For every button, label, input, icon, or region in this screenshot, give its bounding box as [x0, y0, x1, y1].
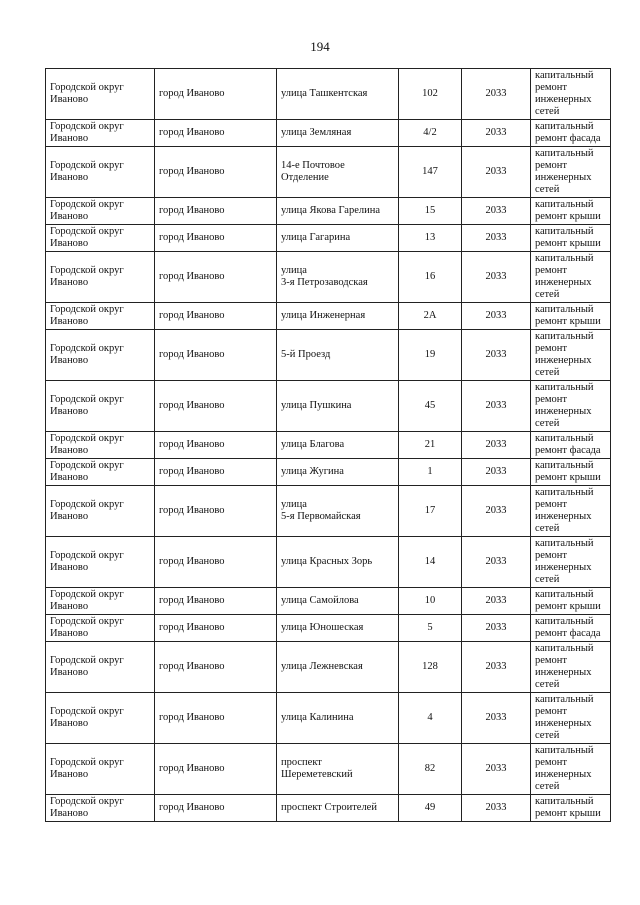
street-cell-line: улица Юношеская [281, 622, 364, 633]
city-cell: город Иваново [155, 330, 277, 381]
district-cell-line: Городской округ [50, 121, 124, 132]
work-type-cell-line: капитальный [535, 226, 594, 237]
table-row [46, 459, 611, 486]
street-cell-line: 3-я Петрозаводская [281, 277, 368, 288]
work-type-cell [531, 330, 611, 381]
table-row [46, 198, 611, 225]
district-cell-line: Городской округ [50, 160, 124, 171]
house-number-cell: 2А [399, 303, 462, 330]
district-cell [46, 537, 155, 588]
year-cell: 2033 [462, 642, 531, 693]
year-cell: 2033 [462, 147, 531, 198]
city-cell: город Иваново [155, 459, 277, 486]
district-cell [46, 120, 155, 147]
year-cell: 2033 [462, 69, 531, 120]
city-cell: город Иваново [155, 432, 277, 459]
district-cell [46, 198, 155, 225]
house-number-cell: 10 [399, 588, 462, 615]
table-row [46, 744, 611, 795]
work-type-cell-line: ремонт крыши [535, 601, 601, 612]
work-type-cell-line: ремонт крыши [535, 472, 601, 483]
work-type-cell [531, 588, 611, 615]
work-type-cell-line: капитальный [535, 694, 594, 705]
district-cell-line: Иваново [50, 172, 89, 183]
district-cell-line: Иваново [50, 562, 89, 573]
city-cell: город Иваново [155, 642, 277, 693]
year-cell: 2033 [462, 744, 531, 795]
work-type-cell-line: сетей [535, 781, 560, 792]
table-row [46, 588, 611, 615]
work-type-cell-line: инженерных [535, 355, 592, 366]
year-cell: 2033 [462, 303, 531, 330]
work-type-cell [531, 69, 611, 120]
work-type-cell-line: ремонт крыши [535, 808, 601, 819]
year-cell: 2033 [462, 486, 531, 537]
work-type-cell-line: капитальный [535, 121, 594, 132]
street-cell [277, 744, 399, 795]
work-type-cell-line: ремонт [535, 265, 568, 276]
street-cell-line: улица Гагарина [281, 232, 351, 243]
district-cell-line: Городской округ [50, 199, 124, 210]
street-cell-line: улица Якова Гарелина [281, 205, 380, 216]
table-row [46, 381, 611, 432]
work-type-cell-line: ремонт [535, 499, 568, 510]
district-cell [46, 795, 155, 822]
district-cell [46, 744, 155, 795]
house-number-cell: 128 [399, 642, 462, 693]
city-cell: город Иваново [155, 615, 277, 642]
work-type-cell [531, 198, 611, 225]
work-type-cell-line: инженерных [535, 406, 592, 417]
street-cell-line: улица Ташкентская [281, 88, 368, 99]
district-cell-line: Иваново [50, 808, 89, 819]
street-cell [277, 459, 399, 486]
district-cell-line: Городской округ [50, 433, 124, 444]
district-cell [46, 615, 155, 642]
district-cell-line: Иваново [50, 211, 89, 222]
street-cell [277, 642, 399, 693]
work-type-cell [531, 432, 611, 459]
street-cell-line: 5-я Первомайская [281, 511, 361, 522]
street-cell-line: Отделение [281, 172, 329, 183]
district-cell-line: Городской округ [50, 82, 124, 93]
district-cell-line: Городской округ [50, 796, 124, 807]
table-row [46, 69, 611, 120]
street-cell [277, 381, 399, 432]
table-body [46, 69, 611, 822]
city-cell: город Иваново [155, 252, 277, 303]
street-cell-line: улица Пушкина [281, 400, 352, 411]
city-cell: город Иваново [155, 381, 277, 432]
street-cell-line: улица Самойлова [281, 595, 359, 606]
work-type-cell [531, 744, 611, 795]
district-cell [46, 693, 155, 744]
district-cell-line: Иваново [50, 355, 89, 366]
table-row [46, 795, 611, 822]
work-type-cell-line: капитальный [535, 382, 594, 393]
street-cell-line: улица Калинина [281, 712, 354, 723]
work-type-cell-line: ремонт фасада [535, 445, 601, 456]
street-cell [277, 588, 399, 615]
year-cell: 2033 [462, 432, 531, 459]
street-cell [277, 615, 399, 642]
year-cell: 2033 [462, 693, 531, 744]
street-cell [277, 432, 399, 459]
district-cell-line: Иваново [50, 769, 89, 780]
work-type-cell [531, 642, 611, 693]
work-type-cell-line: капитальный [535, 745, 594, 756]
city-cell: город Иваново [155, 303, 277, 330]
work-type-cell-line: сетей [535, 106, 560, 117]
year-cell: 2033 [462, 795, 531, 822]
work-type-cell-line: капитальный [535, 304, 594, 315]
district-cell [46, 252, 155, 303]
table-row [46, 330, 611, 381]
table-row [46, 147, 611, 198]
district-cell [46, 330, 155, 381]
district-cell-line: Иваново [50, 238, 89, 249]
district-cell-line: Иваново [50, 445, 89, 456]
street-cell [277, 147, 399, 198]
year-cell: 2033 [462, 330, 531, 381]
district-cell [46, 381, 155, 432]
year-cell: 2033 [462, 120, 531, 147]
year-cell: 2033 [462, 615, 531, 642]
work-type-cell-line: сетей [535, 367, 560, 378]
house-number-cell: 147 [399, 147, 462, 198]
district-cell-line: Иваново [50, 277, 89, 288]
house-number-cell: 102 [399, 69, 462, 120]
street-cell [277, 693, 399, 744]
district-cell-line: Иваново [50, 628, 89, 639]
work-type-cell-line: ремонт [535, 655, 568, 666]
work-type-cell [531, 252, 611, 303]
work-type-cell-line: капитальный [535, 589, 594, 600]
house-number-cell: 4 [399, 693, 462, 744]
work-type-cell [531, 486, 611, 537]
street-cell [277, 69, 399, 120]
district-cell [46, 147, 155, 198]
district-cell-line: Иваново [50, 718, 89, 729]
street-cell [277, 225, 399, 252]
street-cell-line: улица Красных Зорь [281, 556, 373, 567]
district-cell [46, 69, 155, 120]
district-cell-line: Городской округ [50, 343, 124, 354]
house-number-cell: 45 [399, 381, 462, 432]
house-number-cell: 16 [399, 252, 462, 303]
work-type-cell-line: сетей [535, 184, 560, 195]
work-type-cell-line: инженерных [535, 562, 592, 573]
work-type-cell [531, 615, 611, 642]
work-type-cell-line: сетей [535, 418, 560, 429]
page-number: 194 [310, 39, 330, 54]
house-number-cell: 5 [399, 615, 462, 642]
year-cell: 2033 [462, 588, 531, 615]
district-cell-line: Городской округ [50, 226, 124, 237]
work-type-cell-line: ремонт фасада [535, 133, 601, 144]
year-cell: 2033 [462, 225, 531, 252]
work-type-cell [531, 537, 611, 588]
district-cell [46, 486, 155, 537]
work-type-cell-line: ремонт фасада [535, 628, 601, 639]
work-type-cell [531, 303, 611, 330]
work-type-cell [531, 459, 611, 486]
work-type-cell-line: инженерных [535, 718, 592, 729]
district-cell-line: Городской округ [50, 589, 124, 600]
work-type-cell-line: капитальный [535, 616, 594, 627]
district-cell-line: Городской округ [50, 706, 124, 717]
table-row [46, 120, 611, 147]
work-type-cell-line: инженерных [535, 277, 592, 288]
work-type-cell-line: капитальный [535, 199, 594, 210]
house-number-cell: 4/2 [399, 120, 462, 147]
work-type-cell-line: капитальный [535, 331, 594, 342]
district-cell-line: Городской округ [50, 550, 124, 561]
district-cell-line: Городской округ [50, 655, 124, 666]
street-cell [277, 198, 399, 225]
year-cell: 2033 [462, 252, 531, 303]
work-type-cell-line: инженерных [535, 667, 592, 678]
work-type-cell-line: ремонт [535, 160, 568, 171]
work-type-cell-line: инженерных [535, 94, 592, 105]
work-type-cell-line: сетей [535, 679, 560, 690]
street-cell [277, 486, 399, 537]
district-cell [46, 642, 155, 693]
street-cell-line: улица Инженерная [281, 310, 366, 321]
city-cell: город Иваново [155, 693, 277, 744]
table-row [46, 642, 611, 693]
street-cell-line: Шереметевский [281, 769, 353, 780]
district-cell [46, 459, 155, 486]
table-row [46, 615, 611, 642]
street-cell-line: улица Лежневская [281, 661, 363, 672]
year-cell: 2033 [462, 198, 531, 225]
street-cell-line: улица [281, 265, 307, 276]
district-cell [46, 588, 155, 615]
house-number-cell: 15 [399, 198, 462, 225]
work-type-cell-line: сетей [535, 574, 560, 585]
work-type-cell-line: капитальный [535, 433, 594, 444]
street-cell [277, 120, 399, 147]
table-row [46, 486, 611, 537]
work-type-cell-line: капитальный [535, 643, 594, 654]
table-row [46, 537, 611, 588]
city-cell: город Иваново [155, 147, 277, 198]
district-cell-line: Иваново [50, 667, 89, 678]
house-number-cell: 49 [399, 795, 462, 822]
district-cell [46, 225, 155, 252]
work-type-cell-line: сетей [535, 523, 560, 534]
work-type-cell [531, 225, 611, 252]
work-type-cell-line: капитальный [535, 253, 594, 264]
district-cell-line: Иваново [50, 511, 89, 522]
street-cell [277, 252, 399, 303]
work-type-cell [531, 381, 611, 432]
city-cell: город Иваново [155, 588, 277, 615]
house-number-cell: 82 [399, 744, 462, 795]
house-number-cell: 1 [399, 459, 462, 486]
work-type-cell-line: инженерных [535, 511, 592, 522]
street-cell-line: проспект [281, 757, 322, 768]
work-type-cell-line: капитальный [535, 148, 594, 159]
street-cell-line: улица Жугина [281, 466, 344, 477]
district-cell-line: Городской округ [50, 616, 124, 627]
house-number-cell: 17 [399, 486, 462, 537]
district-cell-line: Городской округ [50, 394, 124, 405]
house-number-cell: 13 [399, 225, 462, 252]
table-row [46, 225, 611, 252]
district-cell-line: Иваново [50, 406, 89, 417]
street-cell [277, 795, 399, 822]
housing-repair-table [45, 68, 611, 822]
work-type-cell-line: ремонт [535, 757, 568, 768]
district-cell [46, 432, 155, 459]
street-cell-line: 5-й Проезд [281, 349, 331, 360]
work-type-cell-line: ремонт [535, 394, 568, 405]
table-row [46, 303, 611, 330]
work-type-cell-line: капитальный [535, 460, 594, 471]
city-cell: город Иваново [155, 225, 277, 252]
district-cell-line: Иваново [50, 94, 89, 105]
street-cell-line: улица Земляная [281, 127, 352, 138]
city-cell: город Иваново [155, 744, 277, 795]
work-type-cell [531, 147, 611, 198]
city-cell: город Иваново [155, 795, 277, 822]
work-type-cell-line: сетей [535, 289, 560, 300]
table-row [46, 432, 611, 459]
district-cell-line: Городской округ [50, 265, 124, 276]
house-number-cell: 14 [399, 537, 462, 588]
street-cell-line: 14-е Почтовое [281, 160, 345, 171]
city-cell: город Иваново [155, 537, 277, 588]
work-type-cell-line: капитальный [535, 538, 594, 549]
work-type-cell-line: ремонт крыши [535, 316, 601, 327]
work-type-cell-line: капитальный [535, 487, 594, 498]
street-cell-line: улица Благова [281, 439, 345, 450]
house-number-cell: 21 [399, 432, 462, 459]
year-cell: 2033 [462, 381, 531, 432]
street-cell [277, 330, 399, 381]
district-cell-line: Иваново [50, 472, 89, 483]
work-type-cell [531, 120, 611, 147]
district-cell-line: Иваново [50, 316, 89, 327]
street-cell [277, 537, 399, 588]
work-type-cell-line: ремонт крыши [535, 238, 601, 249]
work-type-cell-line: инженерных [535, 172, 592, 183]
city-cell: город Иваново [155, 120, 277, 147]
district-cell-line: Иваново [50, 133, 89, 144]
district-cell-line: Городской округ [50, 460, 124, 471]
street-cell-line: проспект Строителей [281, 802, 377, 813]
street-cell [277, 303, 399, 330]
year-cell: 2033 [462, 537, 531, 588]
work-type-cell-line: ремонт [535, 550, 568, 561]
city-cell: город Иваново [155, 198, 277, 225]
district-cell-line: Городской округ [50, 304, 124, 315]
district-cell-line: Городской округ [50, 499, 124, 510]
district-cell [46, 303, 155, 330]
work-type-cell-line: сетей [535, 730, 560, 741]
work-type-cell-line: ремонт [535, 82, 568, 93]
district-cell-line: Иваново [50, 601, 89, 612]
table-row [46, 693, 611, 744]
work-type-cell-line: капитальный [535, 70, 594, 81]
work-type-cell-line: ремонт [535, 343, 568, 354]
work-type-cell-line: инженерных [535, 769, 592, 780]
work-type-cell [531, 795, 611, 822]
year-cell: 2033 [462, 459, 531, 486]
street-cell-line: улица [281, 499, 307, 510]
city-cell: город Иваново [155, 486, 277, 537]
table-row [46, 252, 611, 303]
house-number-cell: 19 [399, 330, 462, 381]
district-cell-line: Городской округ [50, 757, 124, 768]
work-type-cell-line: ремонт крыши [535, 211, 601, 222]
work-type-cell [531, 693, 611, 744]
work-type-cell-line: ремонт [535, 706, 568, 717]
city-cell: город Иваново [155, 69, 277, 120]
work-type-cell-line: капитальный [535, 796, 594, 807]
